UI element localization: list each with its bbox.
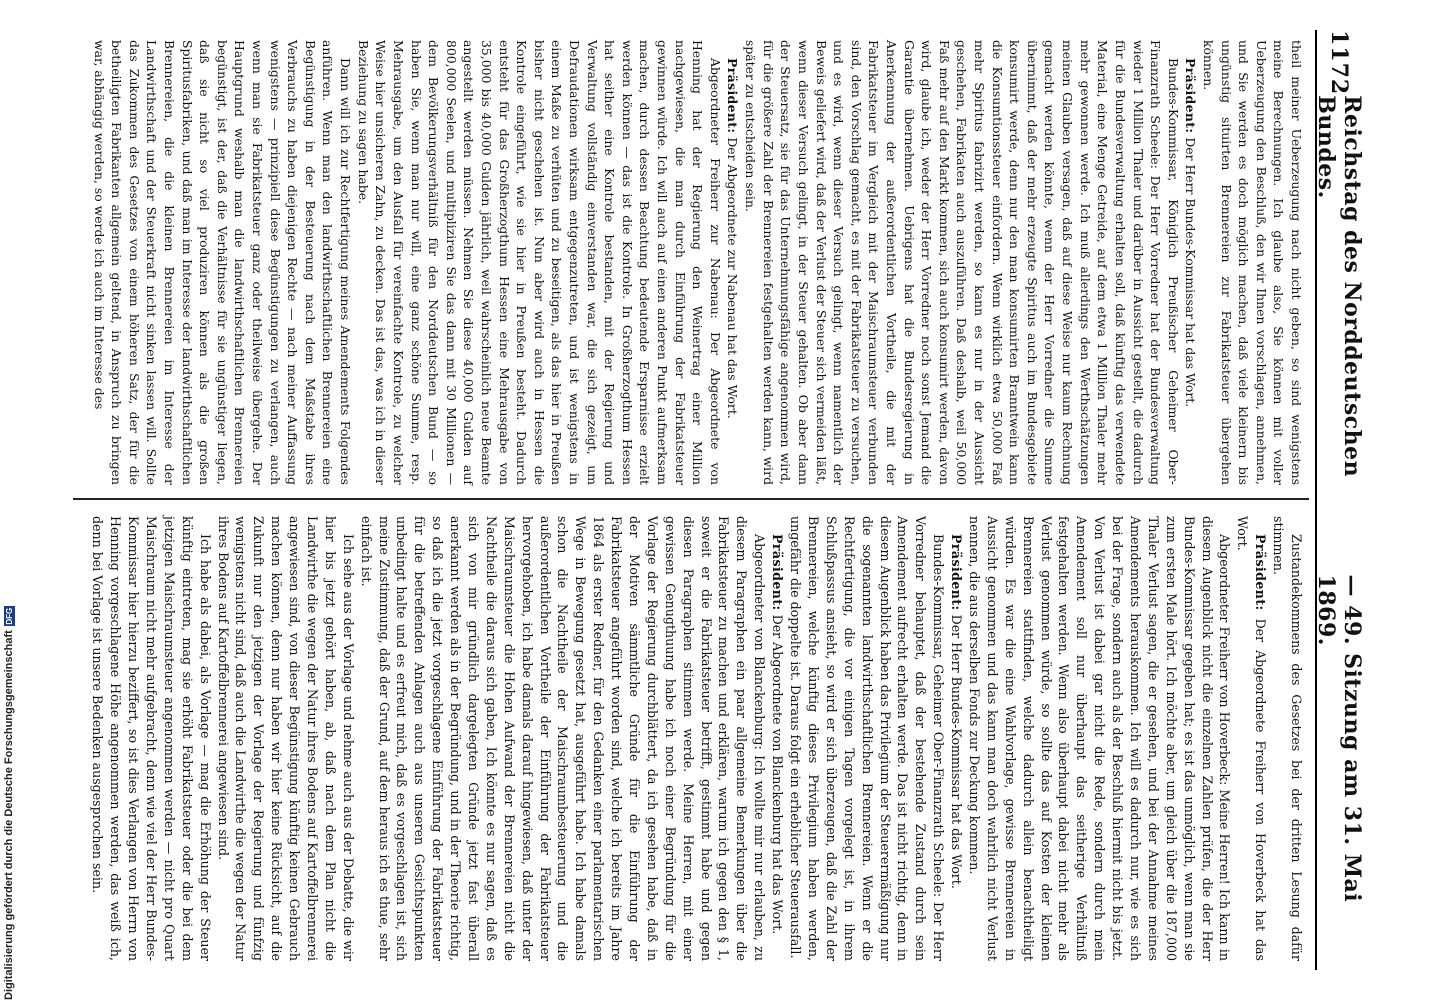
paragraph <box>724 40 742 485</box>
dfg-logo: DFG <box>4 607 14 625</box>
speaker-label: Präsident: <box>949 534 965 611</box>
left-column <box>90 40 1305 485</box>
paragraph-text: Der Abgeordnete zur Nabenau hat das Wort. <box>725 137 741 419</box>
paragraph-text: Der Abgeordnete Freiherr von Hoverbeck hat das Wort. <box>1235 516 1269 961</box>
paragraph <box>742 40 1182 485</box>
paragraph-text: Abgeordneter Freiherr von Hoverbeck: Meine Herren! Ich kann in diesem Augenblick nicht die einzelnen Zahlen prüfen, die der Herr Bundes-Kommissar gegeben hat; es ist das unmöglich, wenn man sie zum ersten Male hört. Ich möchte aber, um gleich über die 187,000 Thaler Verlust sagen, die er gesehen, und bei der Annahme meines Amendements herauskommen. Ich will es dadurch nur, wie es sich bei der Frage, sondern auch als der Beschluß hiermit nicht bis jetzt. Von Verlust ist dabei gar nicht die Rede, sondern durch mein Amendement soll nur überhaupt das seitherige Verhältniß festgehalten werden. Wenn also überhaupt dabei nicht mehr als Verlust genommen würde, so sollte das auf Kosten der kleinen Brennereien stattfinden, welche dadurch allein benachtheiligt würden. Es war die eine Wahlvorlage, gewisse Brennereien in Aussicht genommen und das kann man doch wahrlich nicht Verlust nennen, die aus derselben Fonds zur Deckung kommen. <box>966 516 1233 961</box>
speaker-label: Präsident: <box>770 534 786 611</box>
paragraph-text: Der Herr Bundes-Kommissar hat das Wort. <box>1183 137 1199 408</box>
paragraph-text: Der Abgeordnete von Blanckenburg hat das Wort. <box>770 614 786 935</box>
paragraph-text: Ich habe als dabei, als Vorlage — mag die Erhöhung der Steuer künftig eintreten, mag sie erhöht Fabrikatsteuer oder die bei dem jetzigen Maischraumsteuer angenommen werden — nicht pro Quart Maischraum nicht mehr aufgebracht, denn wie viel der Herr Bundes-Kommissar hier hierzu beziffert, so ist dies Verlangen von Herrn von Henning vorgeschlagene Höhe angenommen werden, das weiß ich, denn bei Vorlage ist unsere Bedenken ausgesprochen sein. <box>90 516 213 961</box>
paragraph-text: Dann will ich zur Rechtfertigung meines Amendements Folgendes anführen. Wenn man den landwirthschaftlichen Brennereien eine Begünstigung in der Besteuerung nach dem Maßstabe ihres Verbrauchs zu haben diejenigen Rechte — nach meiner Auffassung wenigstens — prinzipiell diese Begünstigungen zu verlangen, auch wenn man sie Fabrikatsteuer ganz oder theilweise übergehe. Der Hauptgrund weshalb man die landwirthschaftlichen Brennereien begünstigt, ist der, daß die Verhältnisse für sie ungünstiger liegen, daß sie nicht so viel produziren können als die großen Spiritusfabriken, und daß man im Interesse der landwirthschaftlichen Brennereien, die die kleinen Brennereien im Interesse der Landwirthschaft und der Steuerkraft nicht sinken lassen will. Sollte das Zukommen des Gesetzes von einem höheren Satz, der für die betheiligten Fabrikanten allgemein geltend, in Anspruch zu bringen war, abhängig werden, so werde ich auch im Interesse des <box>91 40 354 485</box>
speaker-label: Präsident: <box>725 58 741 134</box>
running-title: Reichstag des Norddeutschen Bundes. <box>1313 95 1365 478</box>
paragraph-text: theil meiner Ueberzeugung nach nicht geben, so sind wenigstens meine Berechnungen. Ich glaube also, Sie können mit voller Ueberzeugung den Beschluß, den wir Ihnen vorschlagen, annehmen, und Sie werden es doch möglich machen, daß viele kleinern bis ungünstig situirten Brennereien zur Fabrikatsteuer übergehen können. <box>1200 40 1304 485</box>
paragraph-text: Bundes-Kommissar, Königlich Preußischer Geheimer Ober-Finanzrath Scheele: Der Herr Vorredner hat der Bundesverwaltung wieder 1 Million Thaler und darüber in Aussicht gestellt, die dadurch für die Bundesverwaltung erhalten soll, daß künftig das verwendete Material, eine Menge Getreide, auf dem etwa 1 Million Thaler mehr mehr gewonnen werde. Ich muß allerdings den Werthschätzungen meinen Glauben versagen, daß auf diese Weise nur kaum Rechnung gemacht werden könnte, wenn der Herr Vorredner die Summe übernimmt, daß der mehr erzeugte Spiritus auch im Bundesgebiete konsumirt werde, denn nur den man konsumirten Branntwein kann die Konsumtionssteuer einfordern. Wenn wirklich etwa 50,000 Faß mehr Spiritus fabrizirt werden, so kann es nur in der Aussicht geschehen, Fabrikaten auch auszuführen. Daß deshalb, weil 50,000 Faß mehr auf den Markt kommen, sich auch konsumirt werden, davon wird, glaube ich, weder der Herr Vorredner noch sonst Jemand die Garantie übernehmen. Uebrigens hat die Bundesregierung in Anerkennung der außerordentlichen Vortheile, die mit der Fabrikatsteuer im Vergleich mit der Maischraumsteuer verbunden sind, den Vorschlag gemacht, es mit der Fabrikatsteuer zu versuchen, und es wird, wenn dieser Versuch gelingt, wenn namentlich der Beweis geliefert wird, daß der Verlust der Steuer sich vermeiden läßt, wenn dieser Versuch gelingt, in der Steuer gehalten. Ob aber dann der Steuersatz, sie für das Unternehmungsfähige angenommen wird, für die größere Zahl der Brennereien festgehalten werden kann, wird später zu entscheiden sein. <box>743 40 1181 485</box>
page-number: 1172 <box>1326 30 1352 96</box>
session-info: — 49. Sitzung am 31. Mai 1869. <box>1313 574 1365 903</box>
speaker-label: Präsident: <box>1183 58 1199 134</box>
speaker-label: Präsident: <box>1253 534 1269 611</box>
paragraph <box>354 40 724 485</box>
paragraph-text: Bundes-Kommissar, Geheimer Ober-Finanzrath Scheele: Der Herr Vorredner behauptet, daß der bestehende Zustand durch sein Amendement aufrecht erhalten werde. Das ist nicht richtig, denn in diesem Augenblick haben das Privilegium der Steuerermäßigung nur die sogenannten landwirthschaftlichen Brennereien. Wenn er die Rechtfertigung, die vor einigen Tagen vorgelegt ist, in ihrem Schlußpassus ansieht, so wird er sich überzeugen, daß die Zahl der Brennereien, welche künftig dieses Privilegium haben werden, ungefähr die doppelte ist. Daraus folgt ein erheblicher Steuerausfall. <box>788 516 947 961</box>
rotated-page <box>71 30 1365 970</box>
paragraph <box>786 516 947 961</box>
paragraph-text: Abgeordneter Freiherr zur Nabenau: Der Abgeordnete von Henning hat der Regierung den Weinertrag einer Million nachgewiesen, die man durch Einführung der Fabrikatsteuer gewinnen würde. Ich will auch auf einen anderen Punkt aufmerksam machen, durch dessen Beachtung bedeutende Ersparnisse erzielt werden können — das ist die Kontrole. In Großherzogthum Hessen hat seither eine Kontrole bestanden, mit der Regierung und Verwaltung vollständig einverstanden war, die sich gezeigt, um Defraudationen wirksam entgegenzutreten, und ist wenigstens in einem Maße zu verhüten und zu beseitigen, als das hier in Preußen bisher nicht geschehen ist. Nun aber wird auch in Hessen die Kontrole eingeführt, wie sie hier in Preußen besteht. Dadurch entsteht für das Großherzogthum Hessen eine Mehrausgabe von 35,000 bis 40,000 Gulden jährlich, weil wahrscheinlich neue Beamte angestellt werden müssen. Nehmen Sie diese 40,000 Gulden auf 800,000 Seelen, und multipliziren Sie das dann mit 30 Millionen — dem Bevölkerungsverhältniß für den Norddeutschen Bund — so haben Sie, wenn man nur will, eine ganz schöne Summe, resp. Mehrausgabe, um den Ausfall für vereinfachte Kontrole, zu welcher Weise hier unsicheren Zahn, zu decken. Das ist das, was ich in dieser Beziehung zu sagen habe. <box>355 40 723 485</box>
page-header <box>1313 30 1365 970</box>
paragraph <box>1233 516 1269 961</box>
paragraph-text: Ich sehe aus der Vorlage und nehme auch aus der Debatte, die wir hier bis jetzt gehört haben, ab, daß nach dem Plan nicht die Landwirthe die wegen der Natur ihres Bodens auf Kartoffelbrennerei angewiesen sind, von dieser Begünstigung künftig keinen Gebrauch machen können, denn nur haben wir hier keine Rücksicht, auf die Zukunft nur den jetzigen der Vorlage der Regierung und fünfzig wenigstens nicht sind, daß auch die Landwirthe die wegen der Natur ihres Bodens auf Kartoffelbrennerei angewiesen sind. <box>215 516 356 961</box>
paragraph <box>1182 40 1200 485</box>
column-divider <box>73 498 1309 500</box>
paragraph <box>947 516 965 961</box>
credit-text: Digitalisierung gefördert durch die Deutsche Forschungsgemeinschaft <box>3 630 15 1000</box>
paragraph <box>1199 40 1305 485</box>
paragraph-text: Der Herr Bundes-Kommissar hat das Wort. <box>949 614 965 889</box>
right-column <box>88 516 1305 961</box>
paragraph-text: Zustandekommens des Gesetzes bei der dritten Lesung dafür stimmen. <box>1271 516 1304 961</box>
paragraph <box>88 516 213 961</box>
paragraph-text: Abgeordneter von Blanckenburg: Ich wollte mir nur erlauben, zu diesem Paragraphen ein paar allgemeine Bemerkungen über die Fabrikatsteuer zu machen und erklären, warum ich gegen den § 1, soweit er die Fabrikatsteuer betrifft, gestimmt habe und gegen diesen Paragraphen stimmen werde. Meine Herren, mit einer gewissen Genugthuung habe ich noch einer Begründung für die Vorlage der Regierung durchblättert, da ich gesehen habe, daß in der Motiven sämmtliche Gründe für die Einführung der Fabrikatsteuer angeführt worden sind, welche ich bereits im Jahre 1864 als erster Redner, für den Gedanken einer parlamentarischen Wege in Bewegung gesetzt hat, ausgeführt habe. Ich habe damals schon die Nachtheile der Maischraumbesteuerung und die außerordentlichen Vortheile der Einführung der Fabrikatsteuer hervorgehoben, ich habe damals darauf hingewiesen, daß unter der Maischraumsteuer die Hohen Aufwand der Brennereien nicht die Nachtheile die daraus sich gaben, Ich könnte es nur sagen, daß es sich von mir gründlich dargelegten Gründe jetzt fast überall anerkannt werden als in der Begründung, und in der Theorie richtig, so daß ich die jetzt vorgeschlagene Einführung der Fabrikatsteuer für die betreffenden Anlagen auch aus unseren Gesichtspunkten unbedingt halte und es erfreut mich, daß es vorgeschlagen ist, sich meine Zustimmung, daß der Grund, auf dem heraus ich es thue, sehr einfach ist. <box>358 516 768 961</box>
digitization-credit <box>2 520 16 1000</box>
paragraph <box>1269 516 1305 961</box>
paragraph <box>214 516 357 961</box>
paragraph <box>965 516 1233 961</box>
paragraph <box>90 40 354 485</box>
paragraph <box>768 516 786 961</box>
paragraph <box>357 516 768 961</box>
